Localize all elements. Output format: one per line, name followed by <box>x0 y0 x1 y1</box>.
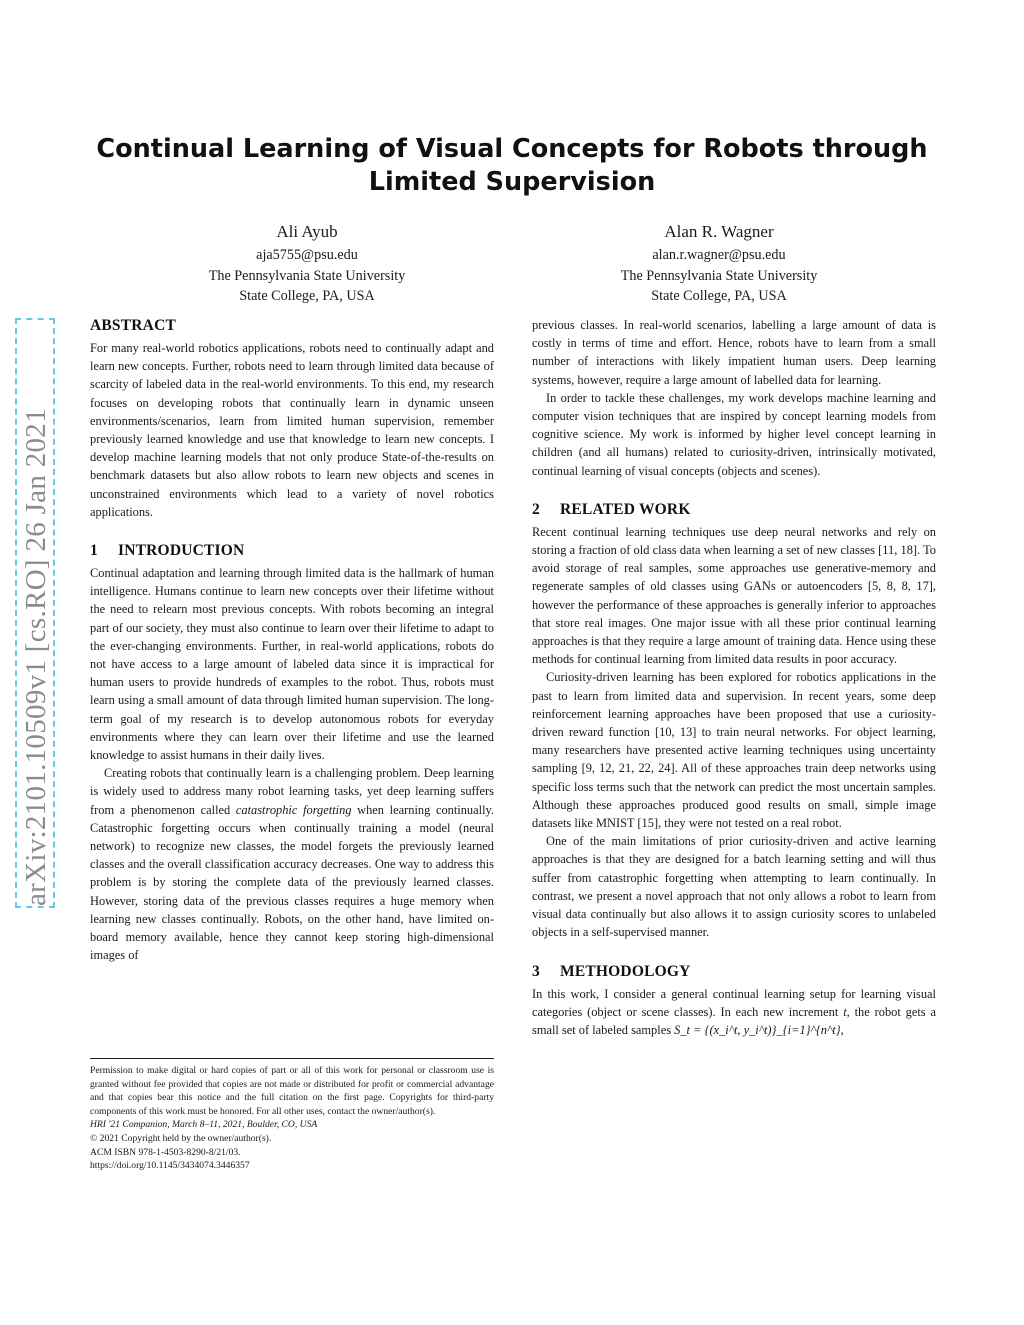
section-number: 1 <box>90 542 98 560</box>
intro-paragraph-2 <box>90 764 494 964</box>
author-email: aja5755@psu.edu <box>256 247 358 263</box>
math-expression: S_t = {(x_i^t, y_i^t)}_{i=1}^{n^t}, <box>674 1022 844 1037</box>
section-title: RELATED WORK <box>560 500 691 518</box>
paper-title-line-2: Limited Supervision <box>368 167 656 197</box>
section-heading-introduction <box>90 541 494 561</box>
related-paragraph-1: Recent continual learning techniques use deep neural networks and rely on storing a fraction of old class data when learning a set of new classes [11, 18]. To avoid storage of real samples, some approaches use generative-memory and regenerate samples of old classes using GANs or autoencoders [5, 8, 8, 17], however the performance of these approaches is generally inferior to approaches that store real images. One major issue with all these prior continual learning approaches is that they require a large amount of training data. Hence using these methods for continual learning from limited data results in poor accuracy. <box>532 524 936 667</box>
paper-title-line-1: Continual Learning of Visual Concepts for Robots through <box>96 134 928 164</box>
abstract-heading: ABSTRACT <box>90 317 177 334</box>
author-location: State College, PA, USA <box>651 288 787 304</box>
arxiv-stamp: arXiv:2101.10509v1 [cs.RO] 26 Jan 2021 <box>20 408 52 906</box>
author-block-1 <box>147 220 467 307</box>
author-location: State College, PA, USA <box>239 288 375 304</box>
section-title: METHODOLOGY <box>560 962 691 980</box>
footnote-divider <box>90 1058 494 1059</box>
section-title: INTRODUCTION <box>118 542 245 560</box>
left-column <box>90 316 494 965</box>
section-heading-related-work <box>532 500 936 520</box>
copyright: © 2021 Copyright held by the owner/author(s). <box>90 1132 272 1144</box>
intro-paragraph-1: Continual adaptation and learning through limited data is the hallmark of human intelligence. Humans continue to learn new concepts over their lifetime without the need to relearn most previous concepts. With robots becoming an integral part of our society, they must also continue to learn over their lifetime to adapt to the ever-changing environments. Further, in real-world applications, robots do not have access to a large amount of labeled data since it is impractical for human users to provide hundreds of examples to the robot. Thus, robots must learn using a small amount of data through limited human supervision. The long-term goal of my research is to develop autonomous robots for everyday environments where they can learn over their lifetime and use the learned knowledge to assist humans in their daily lives. <box>90 566 494 763</box>
section-number: 2 <box>532 500 540 518</box>
author-block-2 <box>559 220 879 307</box>
author-name: Ali Ayub <box>276 222 338 241</box>
author-name: Alan R. Wagner <box>664 222 774 241</box>
doi-link[interactable]: https://doi.org/10.1145/3434074.3446357 <box>90 1160 250 1172</box>
related-paragraph-2: Curiosity-driven learning has been explored for robotics applications in the past to learn from limited data and supervision. In recent years, some deep reinforcement learning approaches have been proposed that use a curiosity-driven reward function [10, 13] to train neural networks. For object learning, many researchers have presented active learning techniques using uncertainty sampling [9, 12, 21, 22, 24]. All of these approaches train deep networks using specific loss terms such that the network can predict the most uncertain samples. Although these approaches produced good results on small, simple image datasets like MNIST [15], they were not tested on a real robot. <box>532 670 936 831</box>
author-email: alan.r.wagner@psu.edu <box>652 247 786 263</box>
text-run: when learning continually. Catastrophic forgetting occurs when continually training a model (neural network) to recognize new classes, the model forgets the previously learned classes and the overall classification accuracy decreases. One way to address this problem is by storing the complete data of the previously learned classes. However, storing data of the previous classes requires a huge memory when learning new classes continually. Robots, on the other hand, have limited on-board memory available, hence they cannot keep storing high-dimensional images of <box>90 802 494 963</box>
paper-title <box>90 133 934 199</box>
section-heading-methodology <box>532 962 936 982</box>
venue: HRI '21 Companion, March 8–11, 2021, Boulder, CO, USA <box>90 1119 318 1131</box>
math-variable: t <box>843 1004 847 1019</box>
author-affiliation: The Pennsylvania State University <box>208 267 406 284</box>
intro-paragraph-3: In order to tackle these challenges, my work develops machine learning and computer vision techniques that are inspired by concept learning models from cognitive science. My work is informed by higher level concept learning in children (and all humans) related to curiosity-driven, intrinsically motivated, continual learning of visual concepts (objects and scenes). <box>532 390 936 478</box>
methodology-paragraph-1 <box>532 985 936 1040</box>
footnote <box>90 1064 494 1173</box>
text-run: In this work, I consider a general continual learning setup for learning visual categories (object or scene classes). In each new increment <box>532 986 936 1019</box>
abstract-text: For many real-world robotics applications, robots need to continually adapt and learn new concepts. Further, robots need to learn through limited data because of scarcity of labeled data in the real-world environments. To this end, my research focuses on developing robots that continually learn in dynamic unseen environments/scenarios, learn from limited human supervision, remember previously learned knowledge and use that knowledge to learn new concepts. I develop machine learning models that not only produce State-of-the-results on benchmark datasets but also allow robots to learn new objects and scenes in unconstrained environments which lead to a variety of novel robotics applications. <box>90 341 494 519</box>
isbn: ACM ISBN 978-1-4503-8290-8/21/03. <box>90 1146 241 1158</box>
author-affiliation: The Pennsylvania State University <box>620 267 818 284</box>
related-paragraph-3: One of the main limitations of prior curiosity-driven and active learning approaches is that they are designed for a batch learning setting and will thus suffer from catastrophic forgetting when attempting to learn continually. In contrast, we present a novel approach that not only allows a robot to learn from visual data continually but also allows it to assign curiosity scores to unlabeled objects in a self-supervised manner. <box>532 834 936 940</box>
permission-notice: Permission to make digital or hard copies of part or all of this work for personal or classroom use is granted without fee provided that copies are not made or distributed for profit or commercial advantage and that copies bear this notice and the full citation on the first page. Copyrights for third-party components of this work must be honored. For all other uses, contact the owner/author(s). <box>90 1065 494 1117</box>
text-run: Creating robots that continually learn is a challenging problem. Deep learning is widely used to address many robot learning tasks, yet deep learning suffers from a phenomenon called <box>90 766 494 817</box>
intro-paragraph-2-continued: previous classes. In real-world scenarios, labelling a large amount of data is costly in terms of time and effort. Hence, robots have to learn from a small number of interactions with likely impatient human users. Deep learning systems, however, require a large amount of labelled data for learning. <box>532 318 936 387</box>
emphasis: catastrophic forgetting <box>235 802 352 817</box>
section-number: 3 <box>532 962 540 980</box>
text-run: , the robot gets a small set of labeled samples <box>532 1004 936 1037</box>
right-column <box>532 316 936 1039</box>
